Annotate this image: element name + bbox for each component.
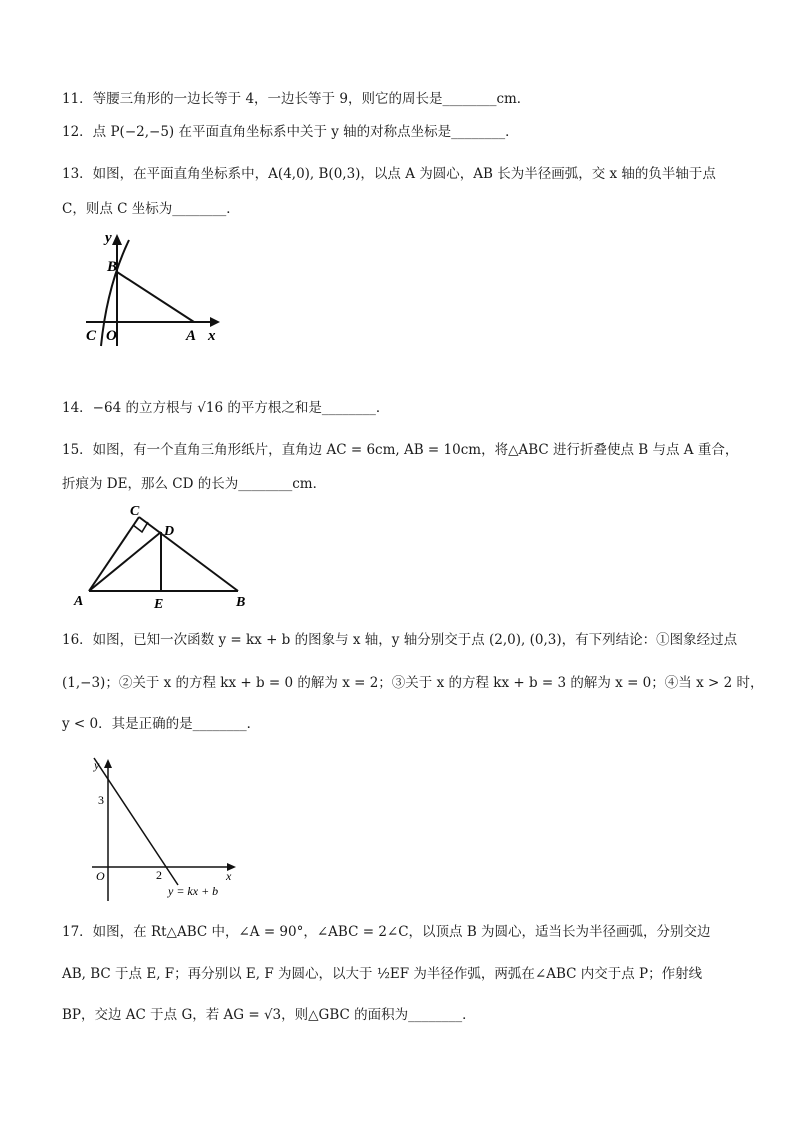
y-axis-arrow (112, 234, 122, 245)
y-axis-arrow (104, 759, 112, 768)
label-x: x (208, 328, 216, 344)
question-11: 11．等腰三角形的一边长等于 4，一边长等于 9，则它的周长是________cm． (62, 91, 531, 107)
question-15-line-2: 折痕为 DE，那么 CD 的长为________cm． (62, 476, 327, 492)
figure-15-folded-triangle (72, 502, 262, 612)
question-13-line-1: 13．如图，在平面直角坐标系中，A(4,0), B(0,3)，以点 A 为圆心，AB 长为半径画弧，交 x 轴的负半轴于点 (62, 166, 716, 182)
label-o: O (106, 328, 117, 344)
segment-ab (117, 272, 194, 322)
question-17-line-1: 17．如图，在 Rt△ABC 中，∠A = 90°，∠ABC = 2∠C，以顶点 B 为圆心，适当长为半径画弧，分别交边 (62, 924, 711, 940)
question-13-line-2: C，则点 C 坐标为________． (62, 201, 240, 217)
label-e: E (154, 597, 164, 612)
question-16-line-1: 16．如图，已知一次函数 y = kx + b 的图象与 x 轴，y 轴分别交于点 (2,0), (0,3)，有下列结论：①图象经过点 (62, 632, 738, 648)
question-17-line-2: AB, BC 于点 E, F；再分别以 E, F 为圆心，以大于 ½EF 为半径作弧，两弧在∠ABC 内交于点 P；作射线 (62, 966, 703, 982)
label-y: y (105, 230, 112, 246)
segment-cb (139, 517, 238, 591)
segment-ad (89, 532, 161, 591)
label-equation: y = kx + b (168, 884, 219, 898)
label-2: 2 (156, 868, 162, 882)
question-16-line-3: y < 0．其是正确的是________． (62, 716, 261, 732)
label-d: D (164, 524, 175, 539)
label-c: C (86, 328, 97, 344)
question-15-line-1: 15．如图，有一个直角三角形纸片，直角边 AC = 6cm, AB = 10cm，将△ABC 进行折叠使点 B 与点 A 重合， (62, 442, 739, 458)
question-14: 14．−64 的立方根与 √16 的平方根之和是________． (62, 400, 390, 416)
x-axis-arrow (210, 317, 220, 327)
question-17-line-3: BP，交边 AC 于点 G，若 AG = √3，则△GBC 的面积为________． (62, 1007, 476, 1023)
label-3: 3 (98, 793, 104, 807)
label-b: B (236, 595, 246, 610)
label-o: O (96, 869, 105, 883)
label-y: y (94, 758, 100, 772)
label-x: x (226, 869, 232, 883)
figure-13-coordinate-arc (80, 228, 230, 350)
segment-ac (89, 517, 139, 591)
label-a: A (74, 594, 84, 609)
label-c: C (130, 504, 140, 519)
function-line (94, 758, 178, 885)
question-12: 12．点 P(−2,−5) 在平面直角坐标系中关于 y 轴的对称点坐标是________． (62, 124, 519, 140)
question-16-line-2: (1,−3)；②关于 x 的方程 kx + b = 0 的解为 x = 2；③关于 x 的方程 kx + b = 3 的解为 x = 0；④当 x > 2 时， (62, 675, 764, 691)
label-b: B (107, 259, 118, 275)
figure-16-linear-function (84, 755, 244, 905)
label-a: A (186, 328, 197, 344)
